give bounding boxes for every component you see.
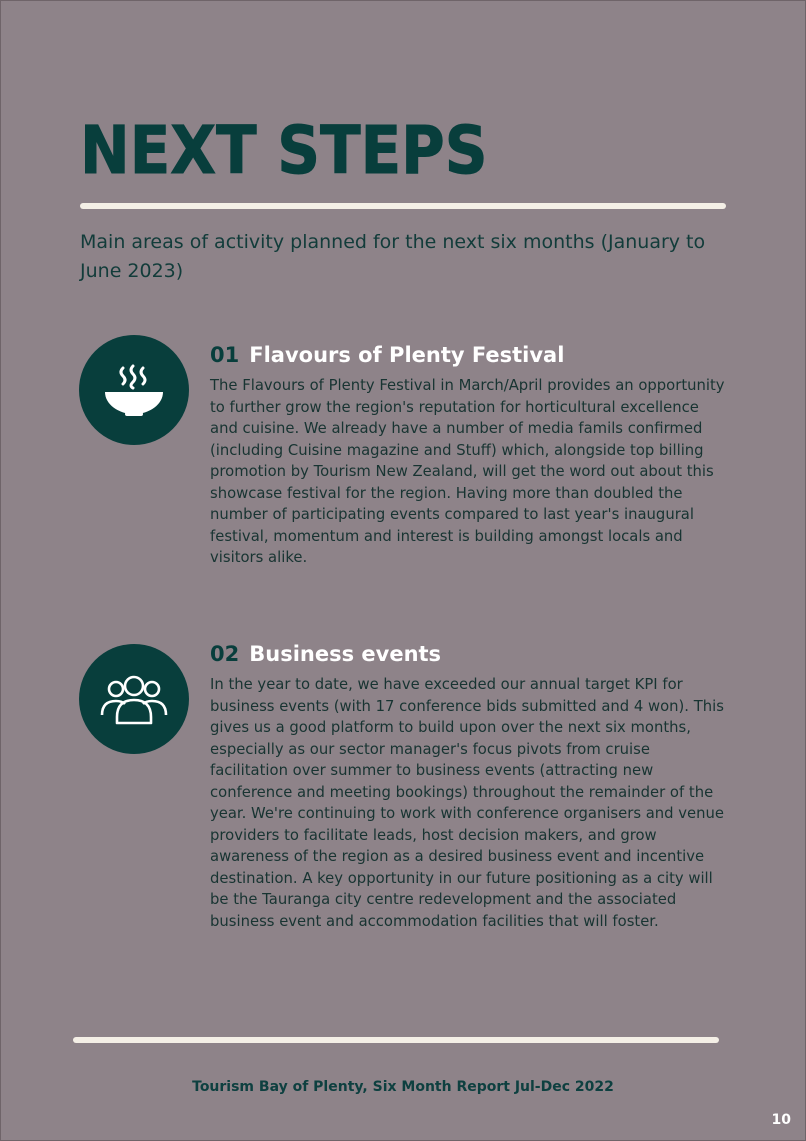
step-2-number: 02 xyxy=(210,642,240,666)
step-2-heading xyxy=(210,641,441,667)
footer-report-title: Tourism Bay of Plenty, Six Month Report Jul-Dec 2022 xyxy=(192,1079,614,1095)
step-1-body: The Flavours of Plenty Festival in March/April provides an opportunity to further grow the region's reputation for horticultural excellence and cuisine. We already have a number of media famils confirmed (including Cuisine magazine and Stuff) which, alongside top billing promotion by Tourism New Zealand, will get the word out about this showcase festival for the region. Having more than doubled the number of participating events compared to last year's inaugural festival, momentum and interest is building amongst locals and visitors alike. xyxy=(210,377,725,566)
people-group-icon xyxy=(79,644,189,754)
step-1-heading xyxy=(210,342,564,368)
step-2-title: Business events xyxy=(249,642,442,666)
step-1-number: 01 xyxy=(210,343,240,367)
page-title: NEXT STEPS xyxy=(80,112,488,189)
bottom-divider xyxy=(73,1037,719,1043)
step-2-body: In the year to date, we have exceeded our annual target KPI for business events (with 17 conference bids submitted and 4 won). This gives us a good platform to build upon over the next six months, especially as our sector manager's focus pivots from cruise facilitation over summer to business events (attracting new conference and meeting bookings) throughout the remainder of the year. We're continuing to work with conference organisers and venue providers to facilitate leads, host decision makers, and grow awareness of the region as a desired business event and incentive destination. A key opportunity in our future positioning as a city will be the Tauranga city centre redevelopment and the associated business event and accommodation facilities that will foster. xyxy=(210,676,725,930)
page-subtitle: Main areas of activity planned for the next six months (January to June 2023) xyxy=(80,231,706,282)
step-1-title: Flavours of Plenty Festival xyxy=(249,343,565,367)
page-number: 10 xyxy=(771,1112,791,1128)
top-divider xyxy=(80,203,726,209)
steaming-bowl-icon xyxy=(79,335,189,445)
